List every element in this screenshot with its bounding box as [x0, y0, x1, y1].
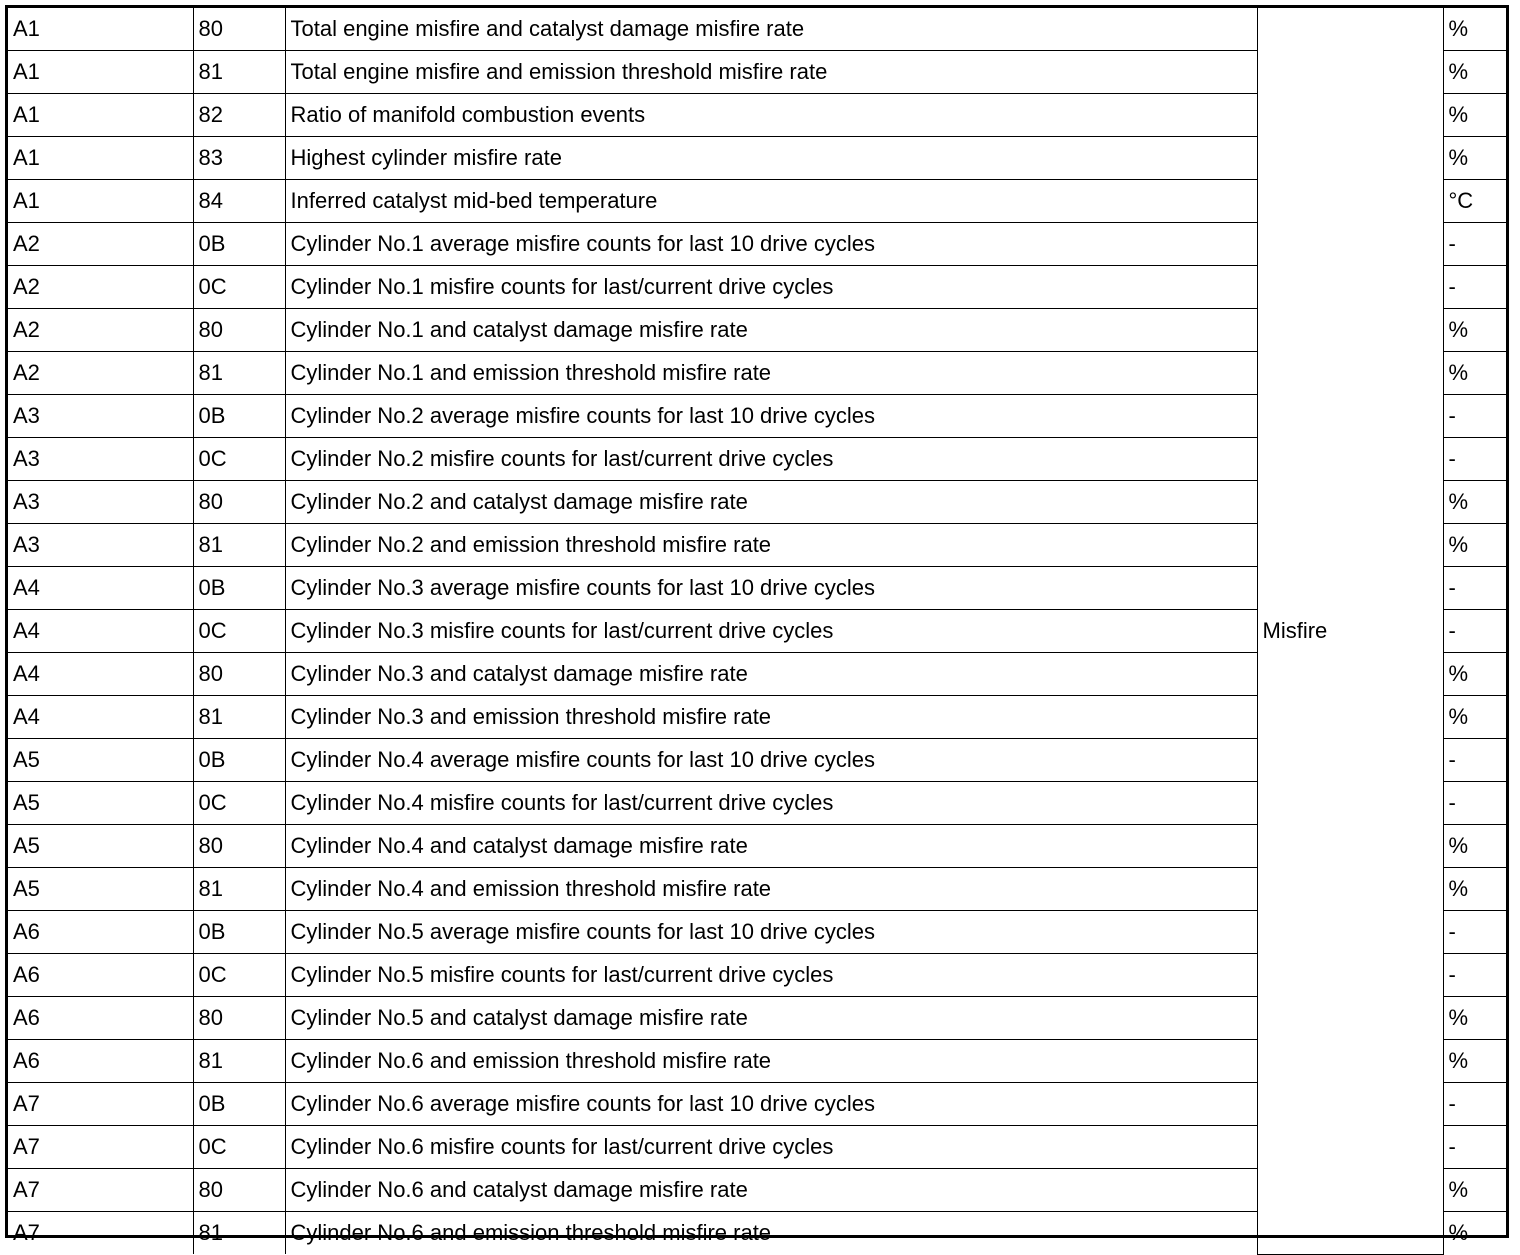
test-group-cell: Misfire: [1257, 8, 1443, 1254]
description-cell: Cylinder No.4 misfire counts for last/current drive cycles: [285, 782, 1257, 825]
unit-cell: -: [1443, 438, 1506, 481]
mid-cell: A4: [8, 653, 193, 696]
tid-cell: 81: [193, 1212, 285, 1255]
mid-cell: A4: [8, 696, 193, 739]
unit-cell: -: [1443, 1126, 1506, 1169]
unit-cell: %: [1443, 51, 1506, 94]
tid-cell: 80: [193, 653, 285, 696]
mid-cell: A6: [8, 911, 193, 954]
description-cell: Cylinder No.3 and emission threshold misfire rate: [285, 696, 1257, 739]
unit-cell: -: [1443, 954, 1506, 997]
unit-cell: %: [1443, 94, 1506, 137]
unit-cell: -: [1443, 223, 1506, 266]
tid-cell: 0B: [193, 739, 285, 782]
unit-cell: %: [1443, 696, 1506, 739]
unit-cell: %: [1443, 481, 1506, 524]
description-cell: Cylinder No.6 and catalyst damage misfire rate: [285, 1169, 1257, 1212]
unit-cell: %: [1443, 825, 1506, 868]
unit-cell: %: [1443, 1040, 1506, 1083]
tid-cell: 0B: [193, 1083, 285, 1126]
mid-cell: A5: [8, 739, 193, 782]
mid-cell: A6: [8, 1040, 193, 1083]
tid-cell: 0B: [193, 223, 285, 266]
mid-cell: A5: [8, 868, 193, 911]
mid-cell: A3: [8, 524, 193, 567]
unit-cell: -: [1443, 567, 1506, 610]
description-cell: Cylinder No.1 and emission threshold misfire rate: [285, 352, 1257, 395]
mid-cell: A7: [8, 1212, 193, 1255]
description-cell: Cylinder No.6 misfire counts for last/current drive cycles: [285, 1126, 1257, 1169]
tid-cell: 81: [193, 696, 285, 739]
description-cell: Cylinder No.6 and emission threshold misfire rate: [285, 1040, 1257, 1083]
description-cell: Cylinder No.5 misfire counts for last/current drive cycles: [285, 954, 1257, 997]
tid-cell: 0C: [193, 954, 285, 997]
mid-cell: A6: [8, 954, 193, 997]
unit-cell: %: [1443, 309, 1506, 352]
mid-cell: A1: [8, 94, 193, 137]
unit-cell: %: [1443, 868, 1506, 911]
description-cell: Ratio of manifold combustion events: [285, 94, 1257, 137]
description-cell: Cylinder No.3 average misfire counts for last 10 drive cycles: [285, 567, 1257, 610]
tid-cell: 0C: [193, 438, 285, 481]
unit-cell: %: [1443, 997, 1506, 1040]
tid-cell: 81: [193, 524, 285, 567]
description-cell: Cylinder No.2 and emission threshold misfire rate: [285, 524, 1257, 567]
tid-cell: 80: [193, 825, 285, 868]
description-cell: Cylinder No.5 and catalyst damage misfire rate: [285, 997, 1257, 1040]
description-cell: Cylinder No.3 misfire counts for last/current drive cycles: [285, 610, 1257, 653]
description-cell: Cylinder No.5 average misfire counts for last 10 drive cycles: [285, 911, 1257, 954]
description-cell: Highest cylinder misfire rate: [285, 137, 1257, 180]
mid-cell: A4: [8, 610, 193, 653]
mid-cell: A2: [8, 309, 193, 352]
mid-cell: A6: [8, 997, 193, 1040]
tid-cell: 80: [193, 1169, 285, 1212]
tid-cell: 0B: [193, 395, 285, 438]
tid-cell: 82: [193, 94, 285, 137]
tid-cell: 81: [193, 352, 285, 395]
unit-cell: -: [1443, 266, 1506, 309]
description-cell: Cylinder No.3 and catalyst damage misfire rate: [285, 653, 1257, 696]
description-cell: Cylinder No.2 and catalyst damage misfire rate: [285, 481, 1257, 524]
mid-cell: A5: [8, 782, 193, 825]
table-body: [8, 8, 1506, 1254]
tid-cell: 81: [193, 868, 285, 911]
mid-cell: A3: [8, 395, 193, 438]
monitor-table-frame: [5, 5, 1509, 1245]
mid-cell: A7: [8, 1083, 193, 1126]
mid-cell: A7: [8, 1169, 193, 1212]
tid-cell: 84: [193, 180, 285, 223]
description-cell: Cylinder No.4 average misfire counts for last 10 drive cycles: [285, 739, 1257, 782]
tid-cell: 81: [193, 1040, 285, 1083]
tid-cell: 81: [193, 51, 285, 94]
tid-cell: 80: [193, 997, 285, 1040]
unit-cell: -: [1443, 782, 1506, 825]
mid-cell: A2: [8, 223, 193, 266]
tid-cell: 80: [193, 309, 285, 352]
unit-cell: %: [1443, 524, 1506, 567]
unit-cell: %: [1443, 137, 1506, 180]
unit-cell: -: [1443, 1083, 1506, 1126]
description-cell: Cylinder No.1 average misfire counts for last 10 drive cycles: [285, 223, 1257, 266]
description-cell: Cylinder No.2 misfire counts for last/current drive cycles: [285, 438, 1257, 481]
description-cell: Cylinder No.4 and catalyst damage misfire rate: [285, 825, 1257, 868]
description-cell: Cylinder No.1 and catalyst damage misfire rate: [285, 309, 1257, 352]
mid-cell: A1: [8, 51, 193, 94]
mid-cell: A3: [8, 438, 193, 481]
tid-cell: 80: [193, 481, 285, 524]
unit-cell: -: [1443, 739, 1506, 782]
description-cell: Cylinder No.4 and emission threshold misfire rate: [285, 868, 1257, 911]
mid-cell: A7: [8, 1126, 193, 1169]
table-row: [8, 8, 1506, 51]
tid-cell: 0B: [193, 911, 285, 954]
unit-cell: °C: [1443, 180, 1506, 223]
description-cell: Total engine misfire and emission threshold misfire rate: [285, 51, 1257, 94]
mid-cell: A1: [8, 180, 193, 223]
description-cell: Total engine misfire and catalyst damage misfire rate: [285, 8, 1257, 51]
unit-cell: %: [1443, 1169, 1506, 1212]
mid-cell: A1: [8, 8, 193, 51]
mid-cell: A2: [8, 266, 193, 309]
unit-cell: %: [1443, 653, 1506, 696]
unit-cell: -: [1443, 395, 1506, 438]
unit-cell: -: [1443, 911, 1506, 954]
tid-cell: 0B: [193, 567, 285, 610]
tid-cell: 0C: [193, 1126, 285, 1169]
unit-cell: %: [1443, 8, 1506, 51]
description-cell: Cylinder No.6 average misfire counts for last 10 drive cycles: [285, 1083, 1257, 1126]
description-cell: Cylinder No.1 misfire counts for last/current drive cycles: [285, 266, 1257, 309]
description-cell: Cylinder No.6 and emission threshold misfire rate: [285, 1212, 1257, 1255]
unit-cell: %: [1443, 352, 1506, 395]
monitor-test-table: [8, 8, 1506, 1255]
unit-cell: %: [1443, 1212, 1506, 1255]
tid-cell: 83: [193, 137, 285, 180]
mid-cell: A1: [8, 137, 193, 180]
unit-cell: -: [1443, 610, 1506, 653]
mid-cell: A3: [8, 481, 193, 524]
description-cell: Inferred catalyst mid-bed temperature: [285, 180, 1257, 223]
description-cell: Cylinder No.2 average misfire counts for last 10 drive cycles: [285, 395, 1257, 438]
mid-cell: A2: [8, 352, 193, 395]
mid-cell: A4: [8, 567, 193, 610]
tid-cell: 80: [193, 8, 285, 51]
mid-cell: A5: [8, 825, 193, 868]
tid-cell: 0C: [193, 782, 285, 825]
tid-cell: 0C: [193, 266, 285, 309]
tid-cell: 0C: [193, 610, 285, 653]
